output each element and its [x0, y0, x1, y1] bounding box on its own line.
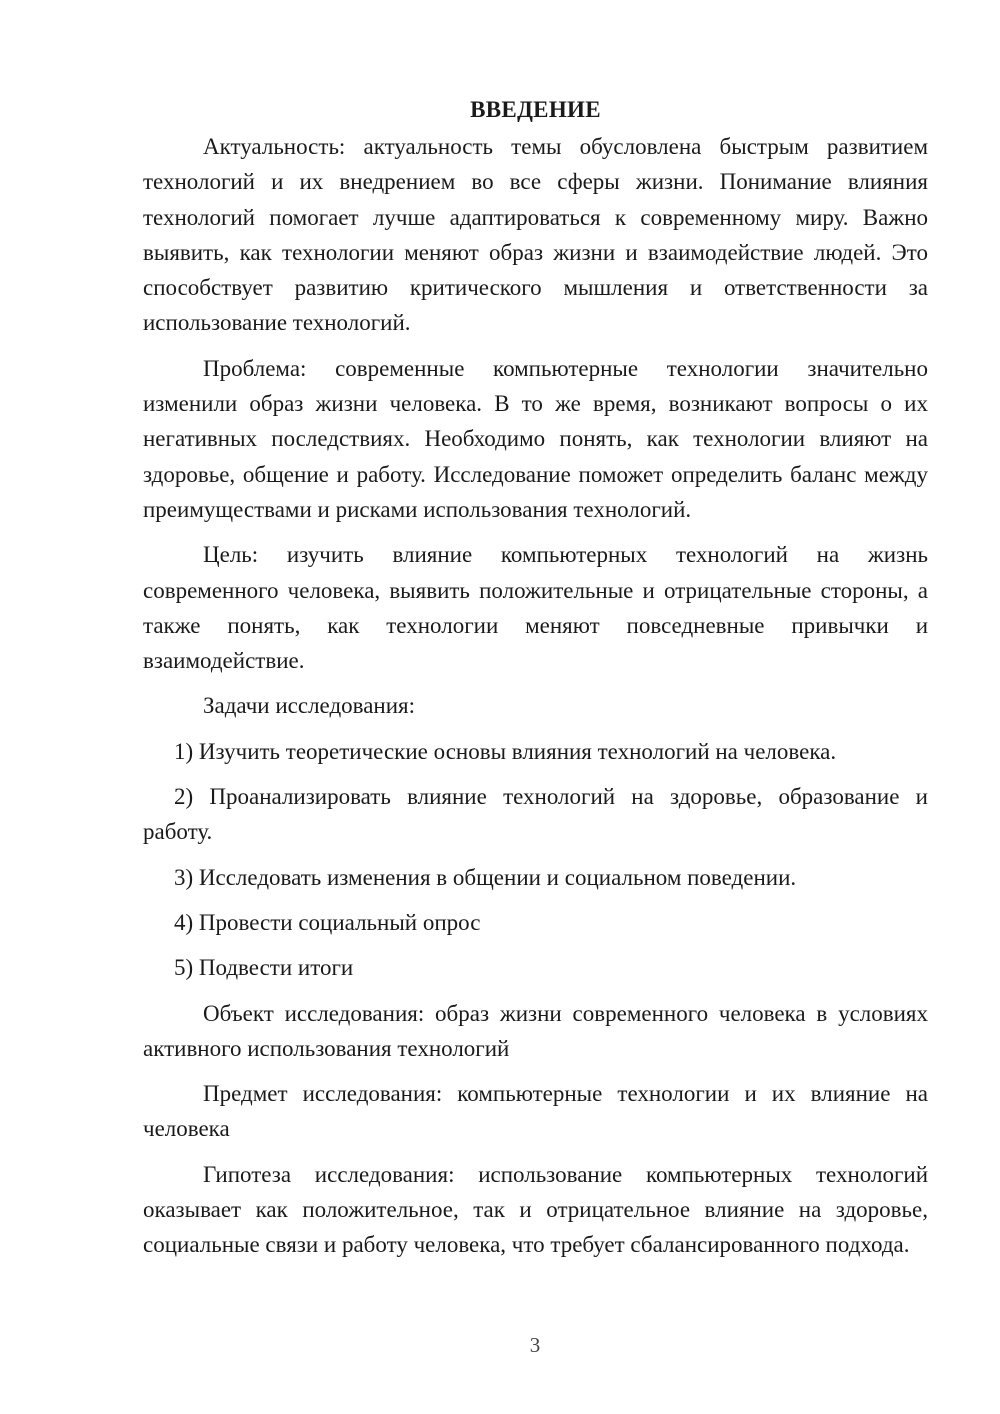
- document-page: [143, 92, 928, 1273]
- page-number: 3: [529, 1333, 541, 1357]
- object-paragraph: Объект исследования: образ жизни современного человека в условиях активного использования технологий: [143, 1000, 928, 1061]
- problem-paragraph: Проблема: современные компьютерные технологии значительно изменили образ жизни человека. В то же время, возникают вопросы о их негативных последствиях. Необходимо понять, как технологии влияют на здоровье, общение и работу. Исследование поможет определить баланс между преимуществами и рисками использования технологий.: [143, 355, 928, 522]
- task-item-5: 5) Подвести итоги: [174, 955, 354, 981]
- task-item-2: 2) Проанализировать влияние технологий на здоровье, образование и работу.: [143, 784, 928, 845]
- subject-paragraph: Предмет исследования: компьютерные технологии и их влияние на человека: [143, 1081, 928, 1142]
- task-item-4: 4) Провести социальный опрос: [174, 909, 481, 935]
- task-item-3: 3) Исследовать изменения в общении и социальном поведении.: [174, 864, 797, 890]
- goal-paragraph: Цель: изучить влияние компьютерных технологий на жизнь современного человека, выявить положительные и отрицательные стороны, а также понять, как технологии меняют повседневные привычки и взаимодействие.: [143, 542, 928, 674]
- relevance-paragraph: Актуальность: актуальность темы обусловлена быстрым развитием технологий и их внедрением во все сферы жизни. Понимание влияния технологий помогает лучше адаптироваться к современному миру. Важно выявить, как технологии меняют образ жизни и взаимодействие людей. Это способствует развитию критического мышления и ответственности за использование технологий.: [143, 134, 928, 336]
- section-title: ВВЕДЕНИЕ: [470, 97, 601, 122]
- task-item-1: 1) Изучить теоретические основы влияния технологий на человека.: [174, 738, 837, 764]
- tasks-heading: Задачи исследования:: [203, 693, 416, 719]
- hypothesis-paragraph: Гипотеза исследования: использование компьютерных технологий оказывает как положительное, так и отрицательное влияние на здоровье, социальные связи и работу человека, что требует сбалансированного подхода.: [143, 1161, 928, 1258]
